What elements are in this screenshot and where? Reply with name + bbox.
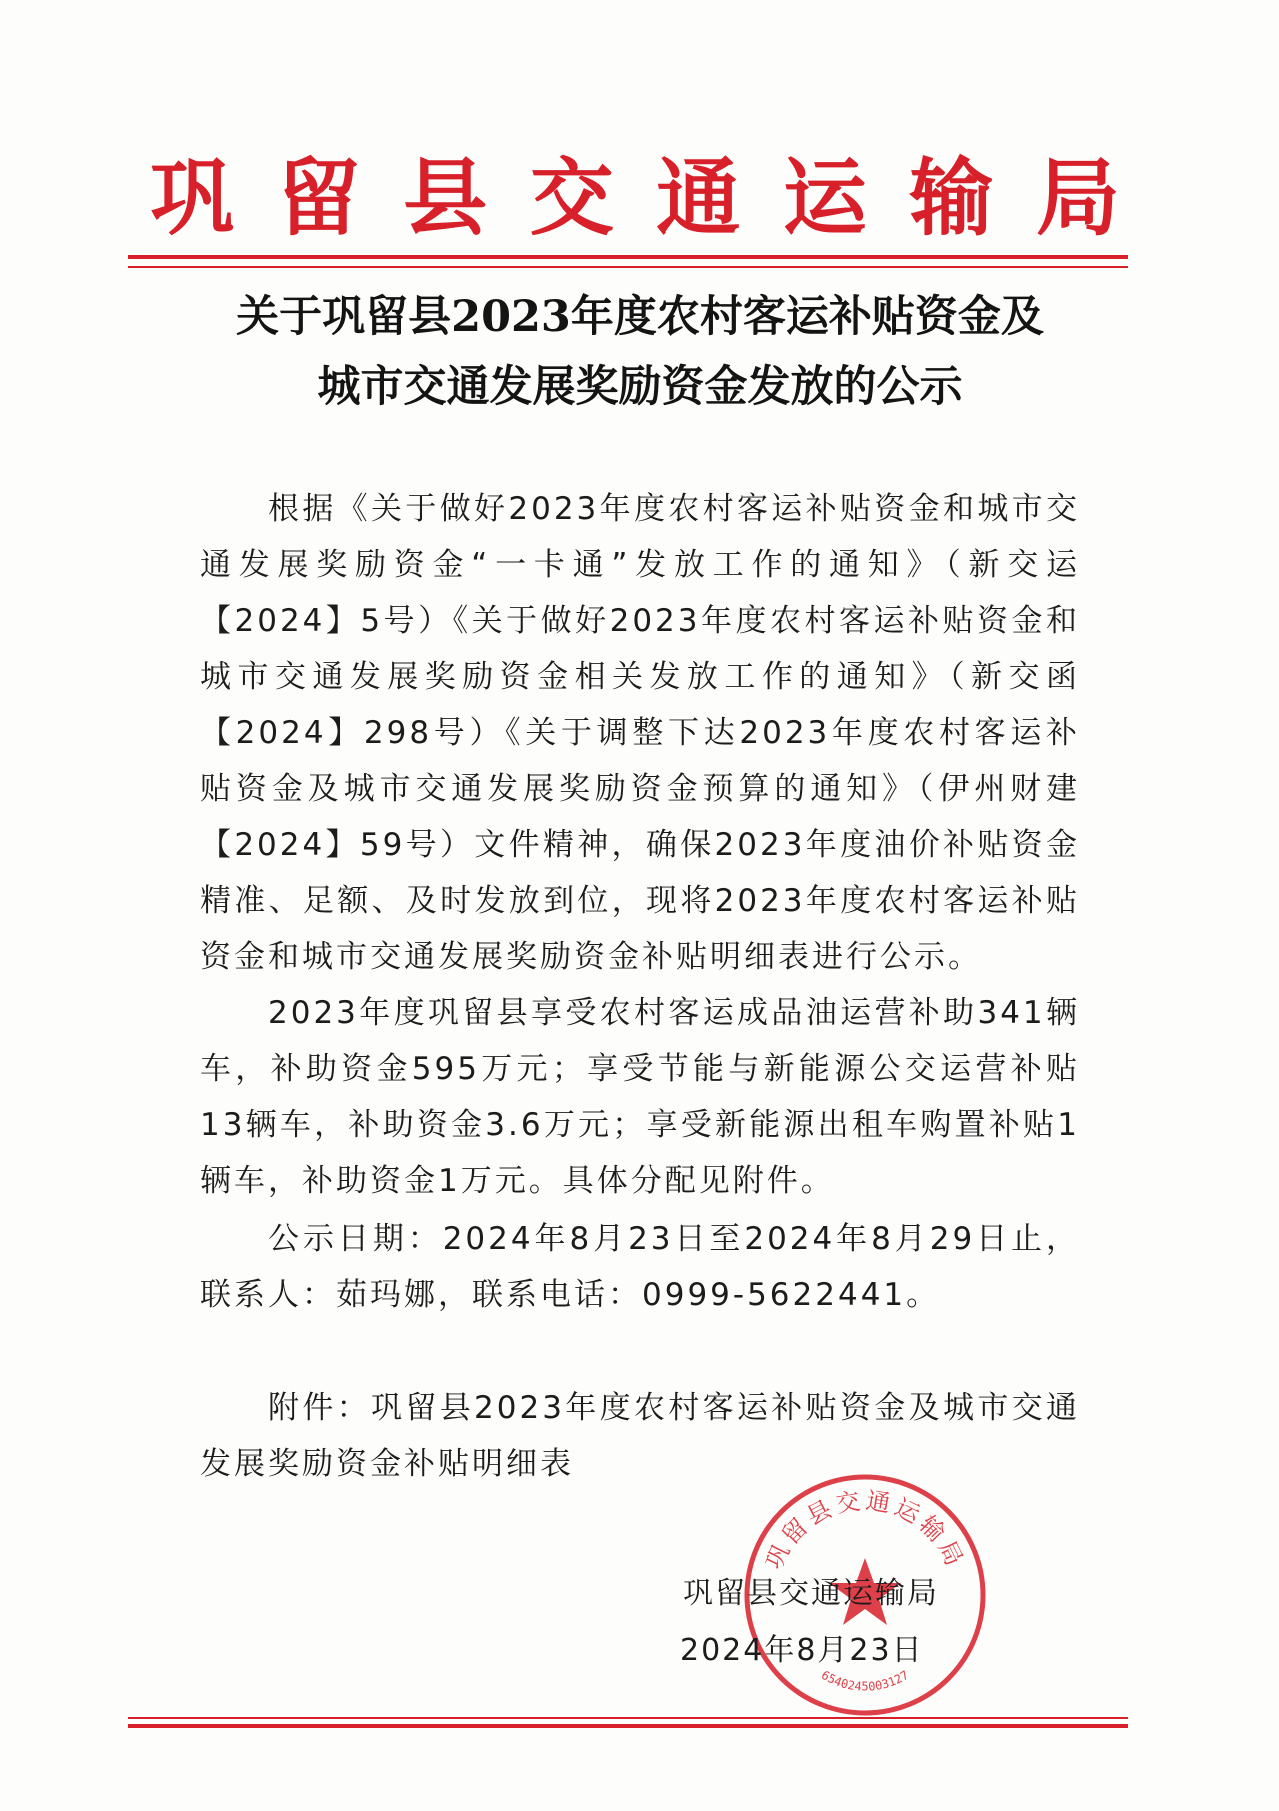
signature-date: 2024年8月23日 [680, 1633, 924, 1668]
header-rule-thin [128, 266, 1128, 268]
footer-rule-thick [128, 1724, 1128, 1728]
footer-rule-thin [128, 1717, 1128, 1719]
org-header [150, 148, 1120, 248]
org-char: 交 [529, 148, 614, 247]
seal-number: 6540245003127 [818, 1667, 912, 1694]
org-char: 留 [276, 148, 361, 247]
body-paragraph-subsidy: 2023年度巩留县享受农村客运成品油运营补助341辆车，补助资金595万元；享受节能与新能源公交运营补贴13辆车，补助资金3.6万元；享受新能源出租车购置补贴1辆车，补助资金1万元。具体分配见附件。 [200, 995, 1080, 1199]
header-rule-thick [128, 255, 1128, 259]
org-char: 局 [1035, 148, 1120, 247]
body-paragraph-period: 公示日期：2024年8月23日至2024年8月29日止，联系人：茹玛娜，联系电话：0999-5622441。 [200, 1221, 1080, 1313]
org-char: 巩 [150, 148, 235, 247]
org-char: 运 [782, 148, 867, 247]
org-char: 县 [403, 148, 488, 247]
seal-text: 巩留县交通运输局 [760, 1486, 970, 1574]
org-char: 通 [656, 148, 741, 247]
org-char: 输 [909, 148, 994, 247]
doc-title-line1: 关于巩留县2023年度农村客运补贴资金及 [236, 292, 1044, 342]
doc-title-line2: 城市交通发展奖励资金发放的公示 [317, 362, 963, 412]
signature-org: 巩留县交通运输局 [683, 1576, 939, 1611]
body-paragraph-attachment: 附件：巩留县2023年度农村客运补贴资金及城市交通发展奖励资金补贴明细表 [200, 1390, 1080, 1482]
body-paragraph-basis: 根据《关于做好2023年度农村客运补贴资金和城市交通发展奖励资金“一卡通”发放工作的通知》（新交运【2024】5号）《关于做好2023年度农村客运补贴资金和城市交通发展奖励资金相关发放工作的通知》（新交函【2024】298号）《关于调整下达2023年度农村客运补贴资金及城市交通发展奖励资金预算的通知》（伊州财建【2024】59号）文件精神，确保2023年度油价补贴资金精准、足额、及时发放到位，现将2023年度农村客运补贴资金和城市交通发展奖励资金补贴明细表进行公示。 [200, 491, 1080, 975]
